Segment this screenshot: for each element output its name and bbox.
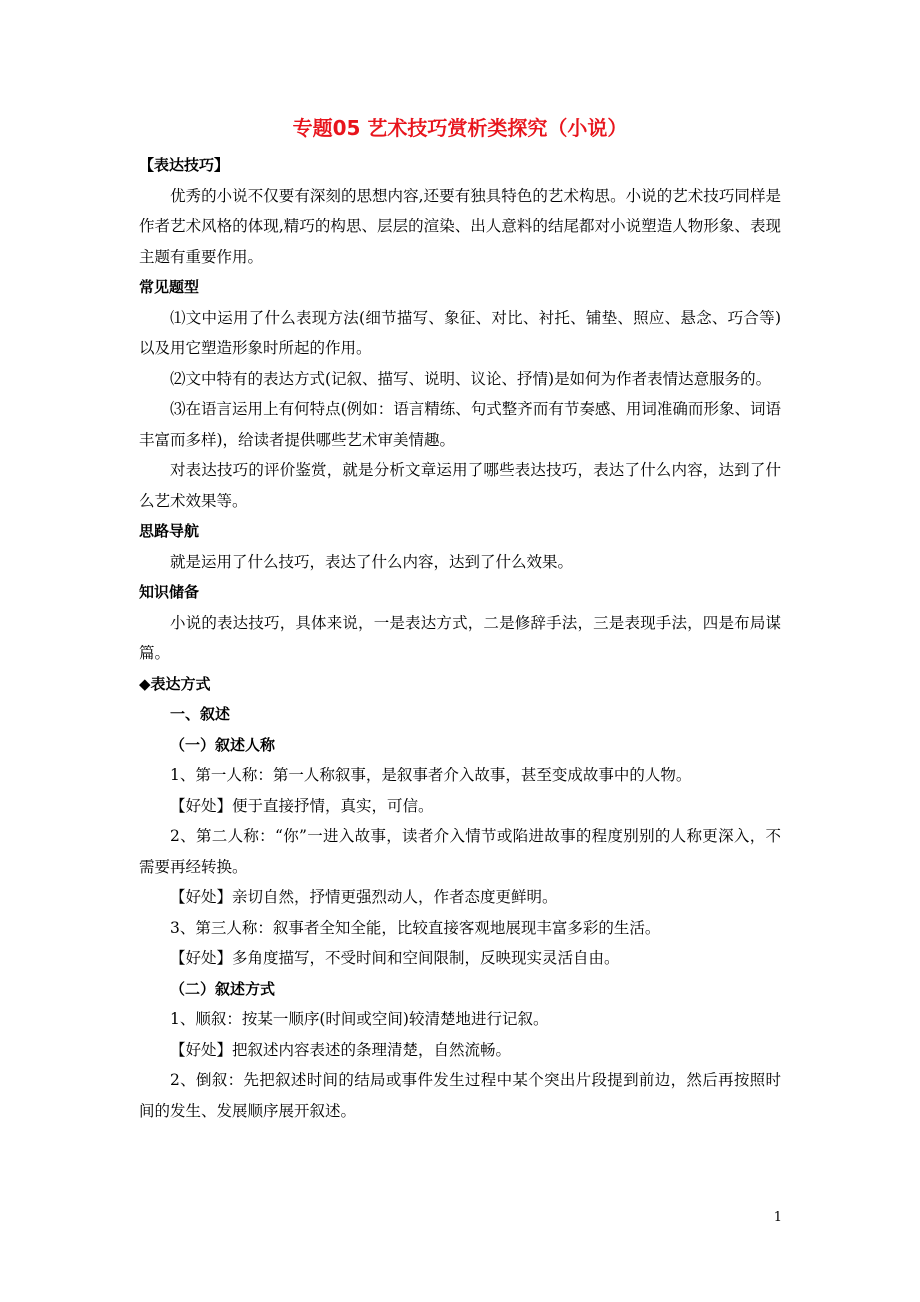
question-type-1: ⑴文中运用了什么表现方法(细节描写、象征、对比、衬托、铺垫、照应、悬念、巧合等)以及用它塑造形象时所起的作用。 — [139, 308, 781, 357]
flashback-item: 2、倒叙：先把叙述时间的结局或事件发生过程中某个突出片段提到前边，然后再按照时间的发生、发展顺序展开叙述。 — [139, 1071, 781, 1120]
knowledge-paragraph: 小说的表达技巧，具体来说，一是表达方式，二是修辞手法，三是表现手法，四是布局谋篇。 — [139, 613, 781, 662]
first-person-benefit: 【好处】便于直接抒情，真实，可信。 — [170, 796, 434, 815]
page-number: 1 — [773, 1210, 782, 1225]
knowledge-heading: 知识储备 — [139, 583, 200, 601]
thinking-guide-heading: 思路导航 — [139, 522, 200, 540]
evaluation-paragraph: 对表达技巧的评价鉴赏，就是分析文章运用了哪些表达技巧，表达了什么内容，达到了什么艺术效果等。 — [139, 461, 781, 510]
narration-heading: 一、叙述 — [170, 705, 231, 723]
third-person-item: 3、第三人称：叙事者全知全能，比较直接客观地展现丰富多彩的生活。 — [170, 918, 661, 937]
question-types-heading: 常见题型 — [139, 278, 200, 296]
thinking-guide-paragraph: 就是运用了什么技巧，表达了什么内容，达到了什么效果。 — [170, 552, 574, 571]
chronological-item: 1、顺叙：按某一顺序(时间或空间)较清楚地进行记叙。 — [170, 1010, 549, 1028]
second-person-benefit: 【好处】亲切自然，抒情更强烈动人，作者态度更鲜明。 — [170, 888, 558, 906]
page-title: 专题05 艺术技巧赏析类探究（小说） — [292, 116, 628, 140]
question-type-2: ⑵文中特有的表达方式(记叙、描写、说明、议论、抒情)是如何为作者表情达意服务的。 — [170, 369, 772, 388]
narrative-method-heading: （二）叙述方式 — [170, 979, 276, 998]
expression-skills-heading: 【表达技巧】 — [139, 156, 230, 174]
chronological-benefit: 【好处】把叙述内容表述的条理清楚，自然流畅。 — [170, 1040, 512, 1059]
second-person-item: 2、第二人称：“你”一进入故事，读者介入情节或陷进故事的程度别别的人称更深入，不需要再经转换。 — [139, 827, 781, 876]
question-type-3: ⑶在语言运用上有何特点(例如：语言精练、句式整齐而有节奏感、用词准确而形象、词语丰富而多样)，给读者提供哪些艺术审美情趣。 — [139, 400, 781, 449]
narrative-person-heading: （一）叙述人称 — [170, 735, 276, 754]
document-body — [139, 150, 781, 1126]
intro-paragraph: 优秀的小说不仅要有深刻的思想内容,还要有独具特色的艺术构思。小说的艺术技巧同样是作者艺术风格的体现,精巧的构思、层层的渲染、出人意料的结尾都对小说塑造人物形象、表现主题有重要作用。 — [139, 186, 781, 266]
third-person-benefit: 【好处】多角度描写，不受时间和空间限制，反映现实灵活自由。 — [170, 949, 620, 967]
expression-methods-heading: ◆表达方式 — [139, 674, 211, 693]
first-person-item: 1、第一人称：第一人称叙事，是叙事者介入故事，甚至变成故事中的人物。 — [170, 766, 692, 784]
